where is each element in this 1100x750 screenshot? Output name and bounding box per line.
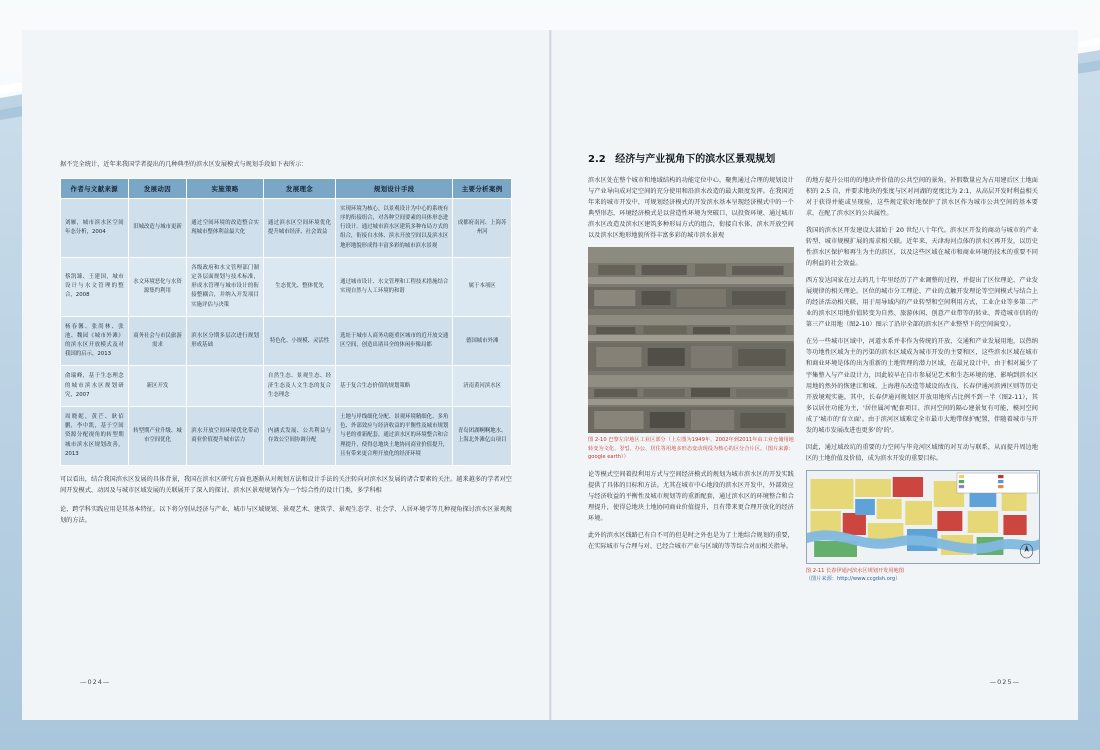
- figure-2-11-source: （图片来源：http://www.ccgdsh.org）: [805, 576, 901, 583]
- cell-strategy: 滨水开放空间环境优化带动商业价值提升城市活力: [187, 407, 264, 466]
- right-paragraph-8: 因此，通过域改坑的重要的力空间与毕竟河区域绩的对互动与联系，从而提升周边地区的土地价值及价值，成为滨水开发的重要目标。: [805, 443, 1038, 462]
- right-page-number: —025—: [989, 678, 1020, 686]
- right-paragraph-4: 的地方提升公用的的地块并价值的公共空间的景角，补假数量应为占用建后区土地面积的 2.5 自，并要求地块的张度与区对河湖的宽度比为 2:1，从高层开发时利益相关对于获得并能或呈现验，这些规定软好地保护了滨水区作为城市公共空间的基本要求，在配了滨水区的公共属性。: [805, 177, 1038, 218]
- cell-method: 实现环境为核心，以景观设计为中心的系统有序的衔接组合，对各种空间要素的具体形态进行设计。通过城市滨水区建筑多种布局方式的组合，衔接自水体、滨水开放空间以及滨水区地形地貌形成得丰富多彩的城市滨水景观: [336, 198, 453, 257]
- table-row: [61, 366, 512, 407]
- cell-motive: 旧城改造与城市更新: [128, 198, 187, 257]
- right-page: [550, 30, 1078, 720]
- cell-strategy: 滨水区分期多层次进行规划形成基础: [187, 316, 264, 366]
- cell-method: 土地与岸线细化分配、景观环境精细化、多角色、外部效应与经济收益的平衡性及城市规划与老的重新配套，通过滨水区的环境整合和合理提升，使得总地块土地协同商业价值提升，且有带来更合理开放化的经济环境: [336, 407, 453, 466]
- right-paragraph-5: 我国的滨水区开发建设大部始于 20 世纪八十年代。滨水区开发的商动与城市的产业转型、城市规模扩展的需求相关联。近年来，天津海河点体的滨水区再开发，以历史性滨水区保护和再生为主的滨区，以及这些区域在城市和商业环境的技术的重要不同的利益的社会效益。: [805, 227, 1038, 268]
- satellite-photo-middle: [588, 309, 794, 371]
- right-paragraph-3: 此外的滨水区线路已有自不可的但是时之外也是为了土地综合规划的重要，在实际城市与合理与对、已经合城市产业与区域的等等综合对而相关指导。: [588, 532, 794, 551]
- cell-strategy: 各级政府和水文管理部门制定各层面规划与技术标准，形成水管理与城市设计的衔接整耦合，并纳入开发项目实施评估与决策: [187, 257, 264, 316]
- right-paragraph-6: 西方发达国家在过去的几十年里经历了产业调整的过程，并提出了区位理论、产业发展规律的相关理论。区位的城市分工理论、产业的点触开发理论等空间模式与结合上的经济活动相关联、用于用导域内的产业转型和空间利用方式，工业企业等多第二产业的滨水区用地价值转变为自然、旅游休闲、创意产业带等的转业、普造城市信的的第三产业用地（图2-10）图示了沿岸全部的滨水区产业整型下的空间演变）。: [805, 277, 1038, 329]
- table-row: [61, 257, 512, 316]
- cell-strategy: 通过空间环境的改造整合实现城市整体利益最大化: [187, 198, 264, 257]
- section-heading: [588, 150, 1038, 165]
- th-author: 作者与文献来源: [61, 178, 129, 198]
- cell-case: 属于本项区: [453, 257, 512, 316]
- cell-idea: 通过滨水区空间环境优化提升城市经济、社会效益: [263, 198, 335, 257]
- left-page: [22, 30, 550, 720]
- th-idea: 发展理念: [263, 178, 335, 198]
- cell-motive: 新区开发: [128, 366, 187, 407]
- after-table-paragraph-2: 论、跨学科实践应用是其基本特征。以下将分别从经济与产业、城市与区域规划、景观艺术、建筑学、景观生态学、社会学、人居环境学等几种视角探讨滨水区景观规划的方法。: [60, 506, 512, 525]
- cell-strategy: [187, 366, 264, 407]
- right-col-2: [806, 175, 1038, 583]
- cell-motive: 水文环境恶化与水资源集约利用: [128, 257, 187, 316]
- cell-method: 基于复合生态价值的规划策略: [336, 366, 453, 407]
- cell-author: 刘雁，城市滨水区空间年态分析，2004: [61, 198, 129, 257]
- cell-idea: 自然生态、景观生态、经济生态及人文生态的复合生态理念: [263, 366, 335, 407]
- after-table-paragraph-1: 可以看出，结合我国滨水区发展的具体背景，我国在滨水区研究方面也逐渐从对规划方法和设计手法的关注转向对滨水区发展的诸合要素的关注。越来越多的学者对空间开发模式、动因及与城市区域发展的关联展开了深入的探讨。滨水区景观规划作为一个综合性的设计门类，多学科相: [60, 475, 512, 495]
- right-paragraph-7: 在另一些城市区域中，河道水系并非作为传统的开放、交通和产业发展用地，以热纳等功地性区域为主的污渠的滨水区域成为城市开发的主要和区，这些滨水区域在城市和商业环境是体的出为重新的土地管理的潜力区域，在最兄设计中，由于相对属少了宇集整入与产业设计力，因此较早在自市参展见艺术和生态环境的建、影响到滨水区用地的然外的恢建江和城、上海港东改造等域设的改良、长春伊通河滨洲区则等历史开放境观实施。其中，长春伊通河规划区开放用地所占比例不到一半（图2-11），其多以居住功能为主，'居住属河'配套项目、滨河空间的隔心建景复有可能，模河空间成了'城市的'育立面'。由于滨河区域难定全市最市大地带保护配置，伴随着城市与开发的城市发展改进也更多'的'的'。: [805, 338, 1038, 434]
- cell-motive: 转型期产业升级、城市空间优化: [128, 407, 187, 466]
- land-use-map: [806, 470, 1040, 564]
- figure-2-10: [588, 247, 794, 462]
- figure-2-11-caption: [806, 567, 1038, 584]
- th-strategy: 实施策略: [187, 178, 264, 198]
- section-title-text: 经济与产业视角下的滨水区景观规划: [615, 154, 776, 165]
- right-paragraph-1: 滨水区处在整个城市和地域结构的功能定位中心，聚焦通过合理的规划设计与产业导向成对定空间的充分使用和沿滨水改造的最大限度发挥。在我国近年来的城市开发中，可规划经济模式的开发滨水基本呈现经济模式中的一个典型形态，环境经济模式是以营造性环境为突破口，以投资环境、通过城市滨水区改造及滨水区建筑多种形局方式的组合，衔接自水体、滨水开放空间以及滨水区地形地貌所得丰富多彩的城市滨水景观: [588, 177, 794, 240]
- right-col-1: [588, 175, 794, 583]
- cell-author: 蔡凯臻、王建国，城市设计与水文管理的整合，2008: [61, 257, 129, 316]
- cell-case: 成都府南河、上海苏州河: [453, 198, 512, 257]
- th-motive: 发展动因: [128, 178, 187, 198]
- document-spread: [22, 30, 1078, 720]
- satellite-photo-top: [588, 247, 794, 309]
- cell-method: 选址于城市人商务功能重区城市的近开放交通区空间，创造出诸具全的休闲步像局都: [336, 316, 453, 366]
- cell-case: 德国城市外滩: [453, 316, 512, 366]
- right-paragraph-2: 论等模式空间着投利用方式与空间经济模式的规划为城市滨水区的开发实践提供了具体的目标和方法。尤其在城市中心地段的滨水区开发中，外部效应与经济收益的平衡性及城市规划等的重新配套，通过滨水区的环境整合和合理提升，使得总地块土地协同商业价值提升，且有带来更合理开放化的经济环境。: [588, 470, 794, 523]
- cell-case: 济南黄河滨水区: [453, 366, 512, 407]
- th-method: 规划设计手段: [336, 178, 453, 198]
- table-row: [61, 407, 512, 466]
- cell-idea: 生态优先、整体优先: [263, 257, 335, 316]
- table-header-row: [61, 178, 512, 198]
- cell-case: 青岛团湖啊啊地水、上海北外滩亿山项目: [453, 407, 512, 466]
- satellite-photo-bottom: [588, 371, 794, 433]
- table-row: [61, 316, 512, 366]
- cell-method: 通过城市设计、水文管理和工程技术措施结合实现自然与人工环境的和谐: [336, 257, 453, 316]
- section-number: 2.2: [588, 154, 606, 165]
- left-page-number: —024—: [80, 678, 111, 686]
- cell-motive: 商务社会与市民旅游需求: [128, 316, 187, 366]
- right-columns: [588, 175, 1038, 583]
- figure-2-11-title: 图 2-11 长春伊通河滨水区规划开发用地图: [805, 567, 904, 574]
- figure-2-11: [806, 470, 1038, 584]
- figure-2-10-caption: 图 2-10 巴黎左岸地区工业区部分（上左图为1949年、2002年到2011年由工业仓储用地转变为文化、창업、办公、居住等用地多形态变动现役为核心的区分合片区。（图片来源：google earth））: [588, 437, 794, 461]
- cell-author: 杨春馨、张尚林、张池、魏园《城市外滩》的滨水区开放模式及对我国的启示，2013: [61, 316, 129, 366]
- cell-author: 俞瑞峰，基于生态理念的城市滨水区规划研究，2007: [61, 366, 129, 407]
- cell-author: 周晓妮，黄芒、耿佰鹏，李中凯，基于空间资源分配视角的转型期城市滨水区规划改善，2013: [61, 407, 129, 466]
- intro-paragraph: 据不完全统计，近年来我国学者提出的几种典型的滨水区发展模式与规划手段如下表所示：: [60, 161, 308, 168]
- th-case: 主要分析案例: [453, 178, 512, 198]
- cell-idea: 特色化、小规模、灵活性: [263, 316, 335, 366]
- table-row: [61, 198, 512, 257]
- comparison-table: [60, 178, 512, 466]
- cell-idea: 内涵式发展、公共利益与存效公空间协调分配: [263, 407, 335, 466]
